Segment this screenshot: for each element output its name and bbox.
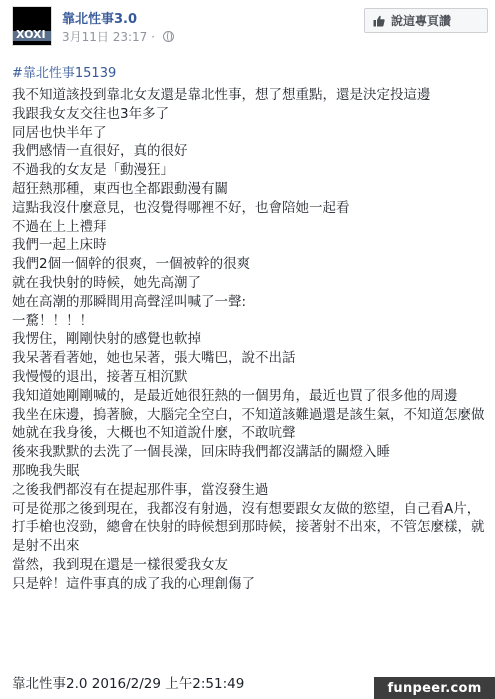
page-name-link[interactable]: 靠北性事3.0 (62, 12, 138, 27)
post-line: 我不知道該投到靠北女友還是靠北性事，想了想重點，還是決定投這邊 (12, 87, 431, 103)
post-line: 我呆著看著她，她也呆著，張大嘴巴，說不出話 (12, 350, 296, 367)
post-meta (62, 28, 174, 45)
post-line: 她在高潮的那瞬間用高聲淫叫喊了一聲: (12, 293, 247, 310)
post-line: 這點我沒什麼意見，也沒覺得哪裡不好，也會陪她一起看 (12, 199, 350, 216)
post-line: 不過我的女友是「動漫狂」 (12, 162, 174, 179)
post-line: 一騖！！！！ (12, 312, 93, 329)
post-line: 她就在我身後，大概也不知道說什麼，不敢吭聲 (12, 425, 296, 442)
post-line: 我知道她剛剛喊的，是最近她很狂熱的一個男角，最近也買了很多他的周邊 (12, 387, 458, 404)
post-footer: 靠北性事2.0 2016/2/29 上午2:51:49 (12, 676, 245, 692)
post-date[interactable]: 3月11日 23:17 (62, 30, 148, 44)
site-watermark: funpeer.com (374, 677, 495, 699)
post-line: 同居也快半年了 (12, 124, 107, 141)
thumbs-up-icon (373, 15, 385, 27)
post-line: 我坐在床邊，摀著臉，大腦完全空白，不知道該難過還是該生氣，不知道怎麼做 (12, 406, 485, 423)
like-page-button[interactable] (364, 8, 488, 33)
post-line: 可是從那之後到現在，我都沒有射過，沒有想要跟女友做的慾望，自己看A片，打手槍也沒勁，總會在快射的時候想到那時候，接著射不出來，不管怎麼樣，就是射不出來 (12, 500, 485, 555)
post-line: 我們感情一直很好，真的很好 (12, 143, 188, 160)
post-line: 我跟我女友交往也3年多了 (12, 105, 170, 122)
globe-icon (163, 31, 174, 42)
post-body (12, 86, 490, 594)
post-line: 我們一起上床時 (12, 237, 107, 254)
post-line: 後來我默默的去洗了一個長澡，回床時我們都沒講話的關燈入睡 (12, 444, 390, 461)
post-line: 我愣住，剛剛快射的感覺也軟掉 (12, 331, 201, 348)
post-line: 當然，我到現在還是一樣很愛我女友 (12, 556, 228, 573)
post-line: 我慢慢的退出，接著互相沉默 (12, 368, 188, 385)
like-page-label: 說這專頁讚 (391, 14, 452, 28)
post-line: 只是幹！這件事真的成了我的心理創傷了 (12, 575, 255, 592)
post-line: 之後我們都沒有在提起那件事，當沒發生過 (12, 481, 269, 498)
post-line: 就在我快射的時候，她先高潮了 (12, 274, 201, 291)
post-line: 我們2個一個幹的很爽，一個被幹的很爽 (12, 256, 251, 273)
post-line: 那晚我失眠 (12, 462, 80, 479)
post-hashtag[interactable]: #靠北性事15139 (12, 66, 117, 81)
meta-separator: · (151, 30, 155, 44)
page-avatar[interactable] (12, 6, 52, 46)
post-line: 超狂熱那種，東西也全都跟動漫有關 (12, 180, 228, 197)
avatar-logo-text: XOXI (16, 28, 46, 41)
post-header (0, 0, 495, 56)
post-line: 不過在上上禮拜 (12, 218, 107, 235)
